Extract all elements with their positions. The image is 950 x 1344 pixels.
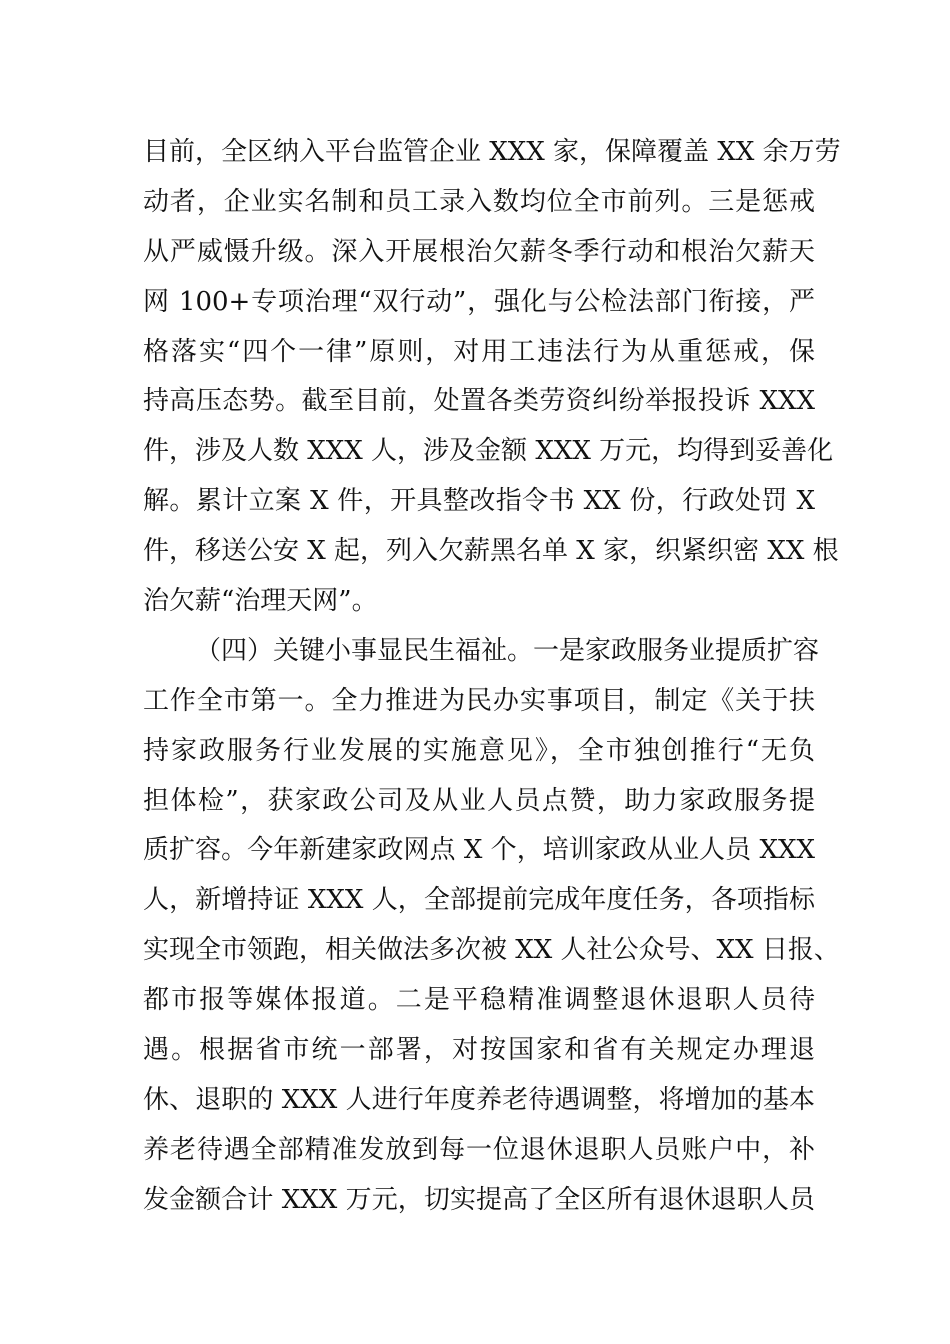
text-line: 目前，全区纳入平台监管企业 XXX 家，保障覆盖 XX 余万劳 xyxy=(143,137,841,167)
text-line: 发金额合计 XXX 万元，切实提高了全区所有退休退职人员 xyxy=(143,1184,815,1215)
paragraph-2 xyxy=(143,627,840,1226)
text-line: 遇。根据省市统一部署，对按国家和省有关规定办理退 xyxy=(143,1035,815,1066)
text-line: 都市报等媒体报道。二是平稳精准调整退休退职人员待 xyxy=(143,985,815,1016)
text-line: 从严威慑升级。深入开展根治欠薪冬季行动和根治欠薪天 xyxy=(143,236,815,267)
text-line: 治欠薪“治理天网”。 xyxy=(143,586,378,617)
text-line: 休、退职的 XXX 人进行年度养老待遇调整，将增加的基本 xyxy=(143,1084,815,1115)
text-line: 格落实“四个一律”原则，对用工违法行为从重惩戒，保 xyxy=(143,336,815,367)
text-line: 件，涉及人数 XXX 人，涉及金额 XXX 万元，均得到妥善化 xyxy=(143,436,834,467)
text-line: 工作全市第一。全力推进为民办实事项目，制定《关于扶 xyxy=(143,685,815,716)
text-line: 养老待遇全部精准发放到每一位退休退职人员账户中，补 xyxy=(143,1134,815,1165)
text-line: 网 100+专项治理“双行动”，强化与公检法部门衔接，严 xyxy=(143,286,815,317)
text-line: 担体检”，获家政公司及从业人员点赞，助力家政服务提 xyxy=(143,785,815,816)
text-line: 动者，企业实名制和员工录入数均位全市前列。三是惩戒 xyxy=(143,186,815,217)
text-line: 质扩容。今年新建家政网点 X 个，培训家政从业人员 XXX xyxy=(143,835,815,866)
text-line: 持高压态势。截至目前，处置各类劳资纠纷举报投诉 XXX xyxy=(143,386,815,417)
text-line: 解。累计立案 X 件，开具整改指令书 XX 份，行政处罚 X xyxy=(143,486,815,517)
text-line: 件，移送公安 X 起，列入欠薪黑名单 X 家，织紧织密 XX 根 xyxy=(143,536,839,567)
text-line: 实现全市领跑，相关做法多次被 XX 人社公众号、XX 日报、 xyxy=(143,935,840,966)
text-line: 持家政服务行业发展的实施意见》，全市独创推行“无负 xyxy=(143,735,815,766)
text-line: 人，新增持证 XXX 人，全部提前完成年度任务，各项指标 xyxy=(143,885,815,916)
paragraph-1 xyxy=(143,128,841,627)
section-heading-line: （四）关键小事显民生福祉。一是家政服务业提质扩容 xyxy=(195,635,820,666)
document-body xyxy=(143,128,841,1226)
